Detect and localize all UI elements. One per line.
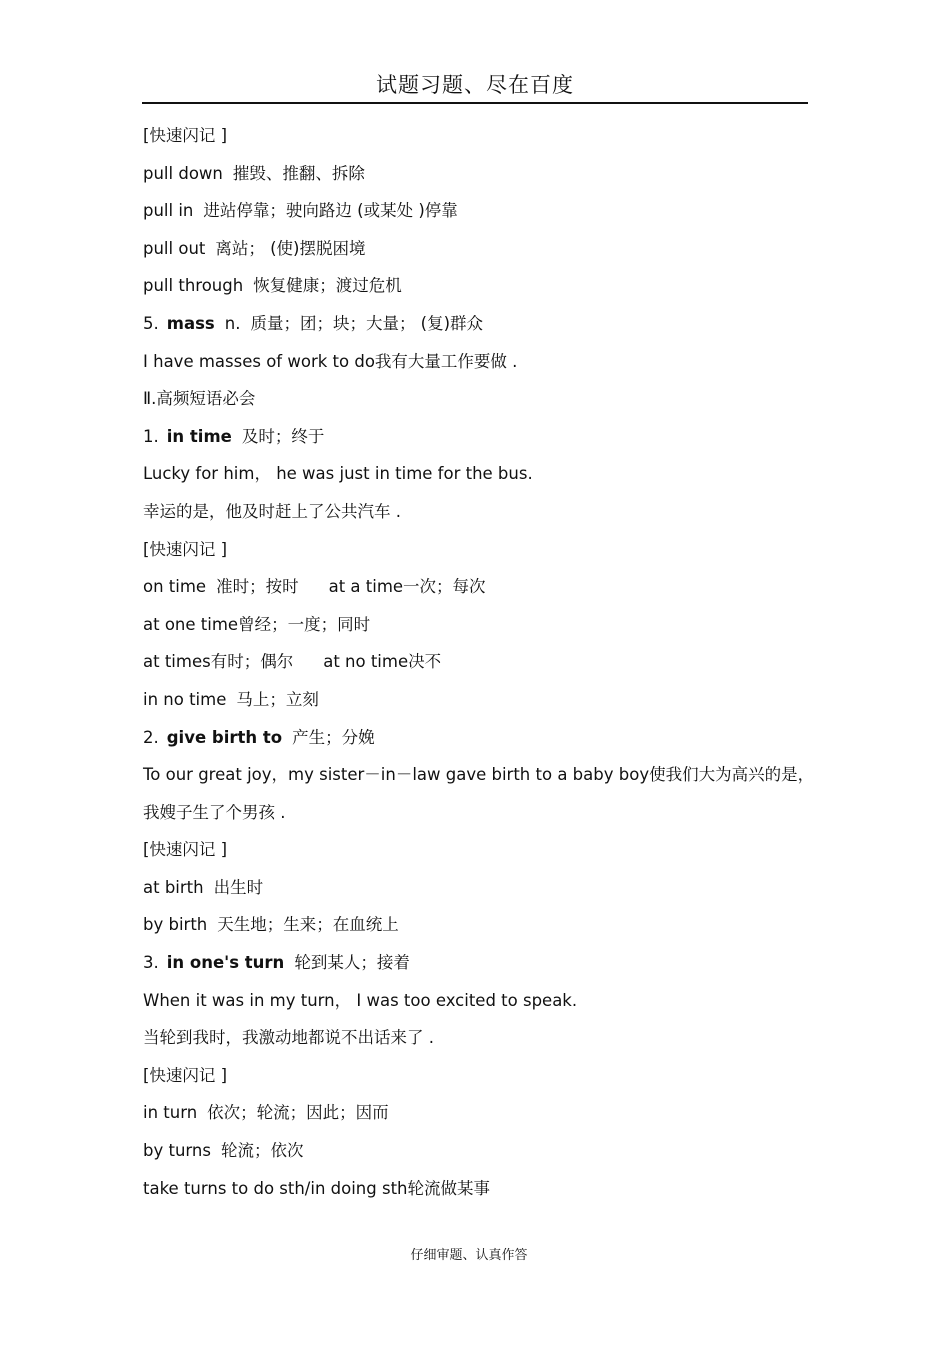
phrase-entry: [143, 267, 823, 305]
vocab-meaning: 产生；分娩: [292, 727, 375, 747]
phrase-term: pull out: [143, 238, 206, 258]
phrase-term: pull through: [143, 276, 244, 296]
phrase-term: take turns to do sth/in doing sth: [143, 1178, 408, 1198]
part-of-speech: n.: [224, 313, 241, 333]
phrase-entry: [143, 568, 823, 606]
phrase-entry: [143, 1170, 823, 1208]
example-sentence-zh: 幸运的是，他及时赶上了公共汽车 .: [143, 501, 401, 521]
example-sentence-zh: 我嫂子生了个男孩 .: [143, 802, 286, 822]
phrase-term: at birth: [143, 877, 204, 897]
phrase-meaning: 出生时: [213, 877, 264, 897]
phrase-term: in turn: [143, 1103, 198, 1123]
phrase-entry: [143, 606, 823, 644]
phrase-meaning: 进站停靠；驶向路边 (或某处 )停靠: [203, 201, 458, 221]
phrase-entry: [143, 230, 823, 268]
phrase-term: in no time: [143, 689, 227, 709]
vocab-meaning: 及时；终于: [241, 426, 325, 446]
quick-memo-heading: [快速闪记 ]: [143, 539, 228, 559]
phrase-term: at a time: [328, 577, 404, 597]
vocab-term: in time: [166, 426, 232, 446]
phrase-entry: [143, 1132, 823, 1170]
vocab-item: [143, 418, 823, 456]
page-title: 试题习题、尽在百度: [376, 73, 574, 97]
quick-memo-heading: [快速闪记 ]: [143, 1065, 228, 1085]
phrase-term: at no time: [323, 652, 409, 672]
section-heading: Ⅱ.高频短语必会: [143, 389, 256, 409]
phrase-meaning: 摧毁、推翻、拆除: [232, 163, 365, 183]
item-number: 1.: [143, 426, 159, 446]
example-en: I have masses of work to do: [143, 351, 375, 371]
phrase-entry: [143, 681, 823, 719]
phrase-meaning: 轮流；依次: [220, 1141, 304, 1161]
quick-memo-heading: [快速闪记 ]: [143, 126, 228, 145]
phrase-entry: [143, 869, 823, 907]
vocab-term: mass: [166, 313, 215, 333]
example-sentence-zh: 当轮到我时，我激动地都说不出话来了 .: [143, 1028, 434, 1048]
phrase-term: by birth: [143, 915, 208, 935]
phrase-entry: [143, 192, 823, 230]
phrase-meaning: 天生地；生来；在血统上: [217, 915, 399, 935]
vocab-item: [143, 719, 823, 757]
example-sentence-en: Lucky for him， he was just in time for the bus.: [143, 464, 533, 484]
example-sentence-en: To our great joy，my sister－in－law gave birth to a baby boy使我们大为高兴的是，: [143, 765, 815, 785]
phrase-term: pull in: [143, 201, 194, 221]
item-number: 3.: [143, 953, 159, 973]
phrase-entry: [143, 155, 823, 193]
vocab-item: [143, 305, 823, 343]
footer-text: 仔细审题、认真作答: [410, 1248, 528, 1263]
phrase-term: by turns: [143, 1141, 211, 1161]
phrase-meaning: 轮流做某事: [407, 1178, 491, 1198]
vocab-meaning: 轮到某人；接着: [294, 953, 410, 973]
phrase-term: at one time: [143, 614, 239, 634]
phrase-meaning: 准时；按时: [216, 577, 299, 597]
example-sentence-en: When it was in my turn， I was too excited to speak.: [143, 990, 578, 1010]
phrase-meaning: 恢复健康；渡过危机: [253, 276, 402, 296]
example-sentence: [143, 343, 823, 381]
phrase-entry: [143, 906, 823, 944]
phrase-term: pull down: [143, 163, 223, 183]
document-body: [143, 117, 823, 1207]
vocab-item: [143, 944, 823, 982]
phrase-meaning: 曾经；一度；同时: [238, 614, 371, 634]
phrase-meaning: 有时；偶尔: [210, 652, 294, 672]
phrase-meaning: 一次；每次: [403, 577, 486, 597]
phrase-entry: [143, 1094, 823, 1132]
example-zh: 我有大量工作要做 .: [374, 351, 518, 371]
phrase-entry: [143, 643, 823, 681]
phrase-meaning: 离站； (使)摆脱困境: [215, 238, 366, 258]
item-number: 5.: [143, 313, 159, 333]
page-footer: [0, 1247, 938, 1265]
phrase-meaning: 决不: [408, 652, 442, 672]
phrase-term: on time: [143, 577, 207, 597]
phrase-meaning: 依次；轮流；因此；因而: [207, 1103, 389, 1123]
item-number: 2.: [143, 727, 159, 747]
phrase-meaning: 马上；立刻: [236, 689, 319, 709]
vocab-term: in one's turn: [166, 953, 285, 973]
quick-memo-heading: [快速闪记 ]: [143, 840, 228, 860]
vocab-meaning: 质量；团；块；大量； (复)群众: [250, 313, 484, 333]
vocab-term: give birth to: [166, 727, 283, 747]
phrase-term: at times: [143, 652, 211, 672]
page-header: [142, 68, 808, 104]
